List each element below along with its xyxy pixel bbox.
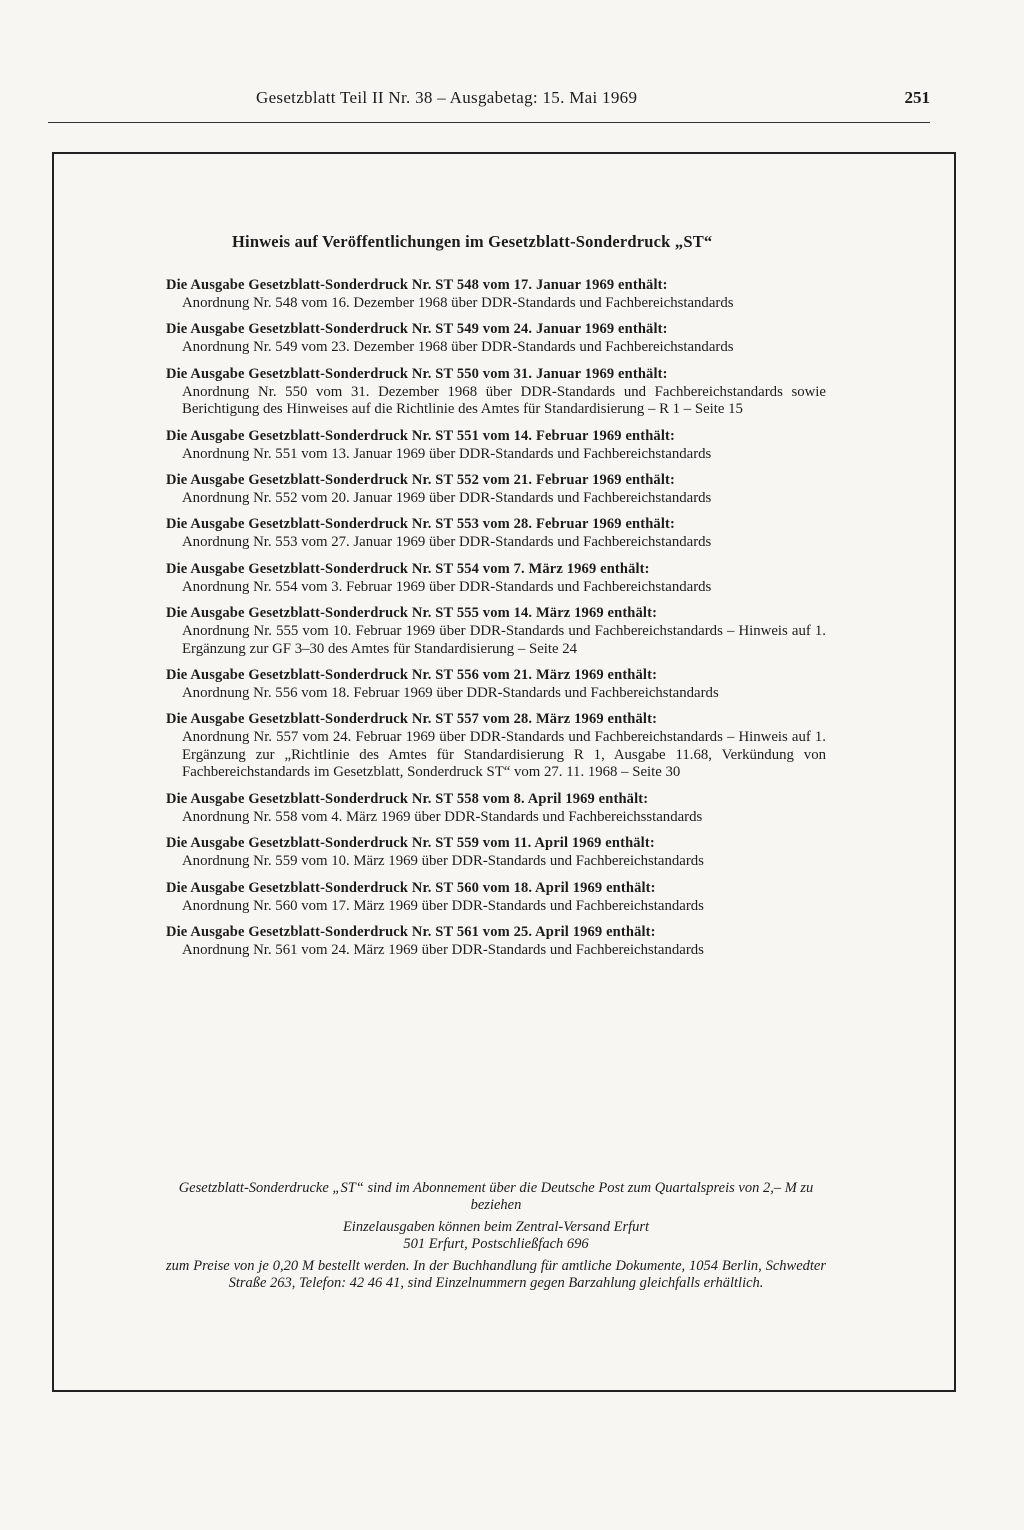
entry-heading: Die Ausgabe Gesetzblatt-Sonderdruck Nr. ST 557 vom 28. März 1969 enthält: xyxy=(166,711,658,728)
postal-address: 501 Erfurt, Postschließfach 696 xyxy=(403,1235,589,1252)
entry-body: Anordnung Nr. 548 vom 16. Dezember 1968 über DDR-Standards und Fachbereichstandards xyxy=(182,295,734,311)
entry-st-551 xyxy=(166,427,826,463)
single-issue-note: Einzelausgaben können beim Zentral-Versand Erfurt xyxy=(342,1219,650,1235)
entry-heading: Die Ausgabe Gesetzblatt-Sonderdruck Nr. ST 556 vom 21. März 1969 enthält: xyxy=(166,667,658,684)
entry-heading: Die Ausgabe Gesetzblatt-Sonderdruck Nr. ST 558 vom 8. April 1969 enthält: xyxy=(166,790,649,807)
entry-body: Anordnung Nr. 550 vom 31. Dezember 1968 über DDR-Standards und Fachbereichstandards sowie Berichtigung des Hinweises auf die Richtlinie des Amtes für Standardisierung – R 1 – Seite 15 xyxy=(182,383,826,418)
entry-heading: Die Ausgabe Gesetzblatt-Sonderdruck Nr. ST 550 vom 31. Januar 1969 enthält: xyxy=(166,365,668,382)
entry-body: Anordnung Nr. 552 vom 20. Januar 1969 über DDR-Standards und Fachbereichstandards xyxy=(182,490,712,507)
entry-st-555 xyxy=(166,604,826,658)
entry-heading: Die Ausgabe Gesetzblatt-Sonderdruck Nr. ST 559 vom 11. April 1969 enthält: xyxy=(166,835,655,852)
entry-heading: Die Ausgabe Gesetzblatt-Sonderdruck Nr. ST 555 vom 14. März 1969 enthält: xyxy=(166,605,658,622)
notice-frame xyxy=(52,152,956,1392)
entry-st-558 xyxy=(166,790,826,826)
entry-body: Anordnung Nr. 560 vom 17. März 1969 über DDR-Standards und Fachbereichstandards xyxy=(182,897,704,914)
entry-body: Anordnung Nr. 559 vom 10. März 1969 über DDR-Standards und Fachbereichstandards xyxy=(182,853,704,870)
entry-st-556 xyxy=(166,666,826,702)
entry-heading: Die Ausgabe Gesetzblatt-Sonderdruck Nr. ST 551 vom 14. Februar 1969 enthält: xyxy=(166,427,675,444)
page-number: 251 xyxy=(904,88,930,107)
page-header xyxy=(48,88,930,123)
entry-heading: Die Ausgabe Gesetzblatt-Sonderdruck Nr. ST 549 vom 24. Januar 1969 enthält: xyxy=(166,321,668,338)
entry-st-548 xyxy=(166,276,826,312)
entry-body: Anordnung Nr. 555 vom 10. Februar 1969 über DDR-Standards und Fachbereichstandards – Hinweis auf 1. Ergänzung zur GF 3–30 des Amtes für Standardisierung – Seite 24 xyxy=(182,623,826,657)
entry-st-559 xyxy=(166,834,826,870)
entry-body: Anordnung Nr. 553 vom 27. Januar 1969 über DDR-Standards und Fachbereichstandards xyxy=(182,534,712,551)
entry-st-554 xyxy=(166,560,826,596)
entry-body: Anordnung Nr. 554 vom 3. Februar 1969 über DDR-Standards und Fachbereichstandards xyxy=(182,578,712,595)
entry-heading: Die Ausgabe Gesetzblatt-Sonderdruck Nr. ST 552 vom 21. Februar 1969 enthält: xyxy=(166,472,675,489)
entry-st-557 xyxy=(166,710,826,781)
entry-st-549 xyxy=(166,320,826,356)
entry-st-552 xyxy=(166,471,826,507)
entry-list xyxy=(166,276,826,967)
entry-body: Anordnung Nr. 561 vom 24. März 1969 über DDR-Standards und Fachbereichstandards xyxy=(182,941,704,958)
entry-st-550 xyxy=(166,365,826,419)
entry-body: Anordnung Nr. 557 vom 24. Februar 1969 über DDR-Standards und Fachbereichstandards – Hinweis auf 1. Ergänzung zur „Richtlinie des Amtes für Standardisierung R 1, Ausgabe 11.68, Verkündung von Fachbereichstandards im Gesetzblatt, Sonderdruck ST“ vom 27. 11. 1968 – Seite 30 xyxy=(182,729,826,781)
entry-heading: Die Ausgabe Gesetzblatt-Sonderdruck Nr. ST 560 vom 18. April 1969 enthält: xyxy=(166,879,656,896)
subscription-info xyxy=(166,1180,826,1297)
entry-heading: Die Ausgabe Gesetzblatt-Sonderdruck Nr. ST 553 vom 28. Februar 1969 enthält: xyxy=(166,516,675,533)
notice-title: Hinweis auf Veröffentlichungen im Gesetzblatt-Sonderdruck „ST“ xyxy=(232,232,713,251)
entry-heading: Die Ausgabe Gesetzblatt-Sonderdruck Nr. ST 554 vom 7. März 1969 enthält: xyxy=(166,560,650,577)
entry-st-553 xyxy=(166,515,826,551)
entry-body: Anordnung Nr. 558 vom 4. März 1969 über DDR-Standards und Fachbereichsstandards xyxy=(182,808,703,825)
entry-body: Anordnung Nr. 551 vom 13. Januar 1969 über DDR-Standards und Fachbereichstandards xyxy=(182,445,712,462)
entry-heading: Die Ausgabe Gesetzblatt-Sonderdruck Nr. ST 548 vom 17. Januar 1969 enthält: xyxy=(166,277,668,293)
entry-body: Anordnung Nr. 549 vom 23. Dezember 1968 über DDR-Standards und Fachbereichstandards xyxy=(182,339,734,356)
entry-st-561 xyxy=(166,923,826,959)
header-title: Gesetzblatt Teil II Nr. 38 – Ausgabetag: 15. Mai 1969 xyxy=(256,88,638,107)
subscription-note: Gesetzblatt-Sonderdrucke „ST“ sind im Abonnement über die Deutsche Post zum Quartalspreis von 2,– M zu beziehen xyxy=(178,1180,814,1213)
entry-body: Anordnung Nr. 556 vom 18. Februar 1969 über DDR-Standards und Fachbereichstandards xyxy=(182,685,719,702)
entry-heading: Die Ausgabe Gesetzblatt-Sonderdruck Nr. ST 561 vom 25. April 1969 enthält: xyxy=(166,923,656,940)
entry-st-560 xyxy=(166,879,826,915)
price-note: zum Preise von je 0,20 M bestellt werden. In der Buchhandlung für amtliche Dokumente, 1054 Berlin, Schwedter Straße 263, Telefon: 42 46 41, sind Einzelnummern gegen Barzahlung gleichfalls erhältlich. xyxy=(166,1258,826,1291)
